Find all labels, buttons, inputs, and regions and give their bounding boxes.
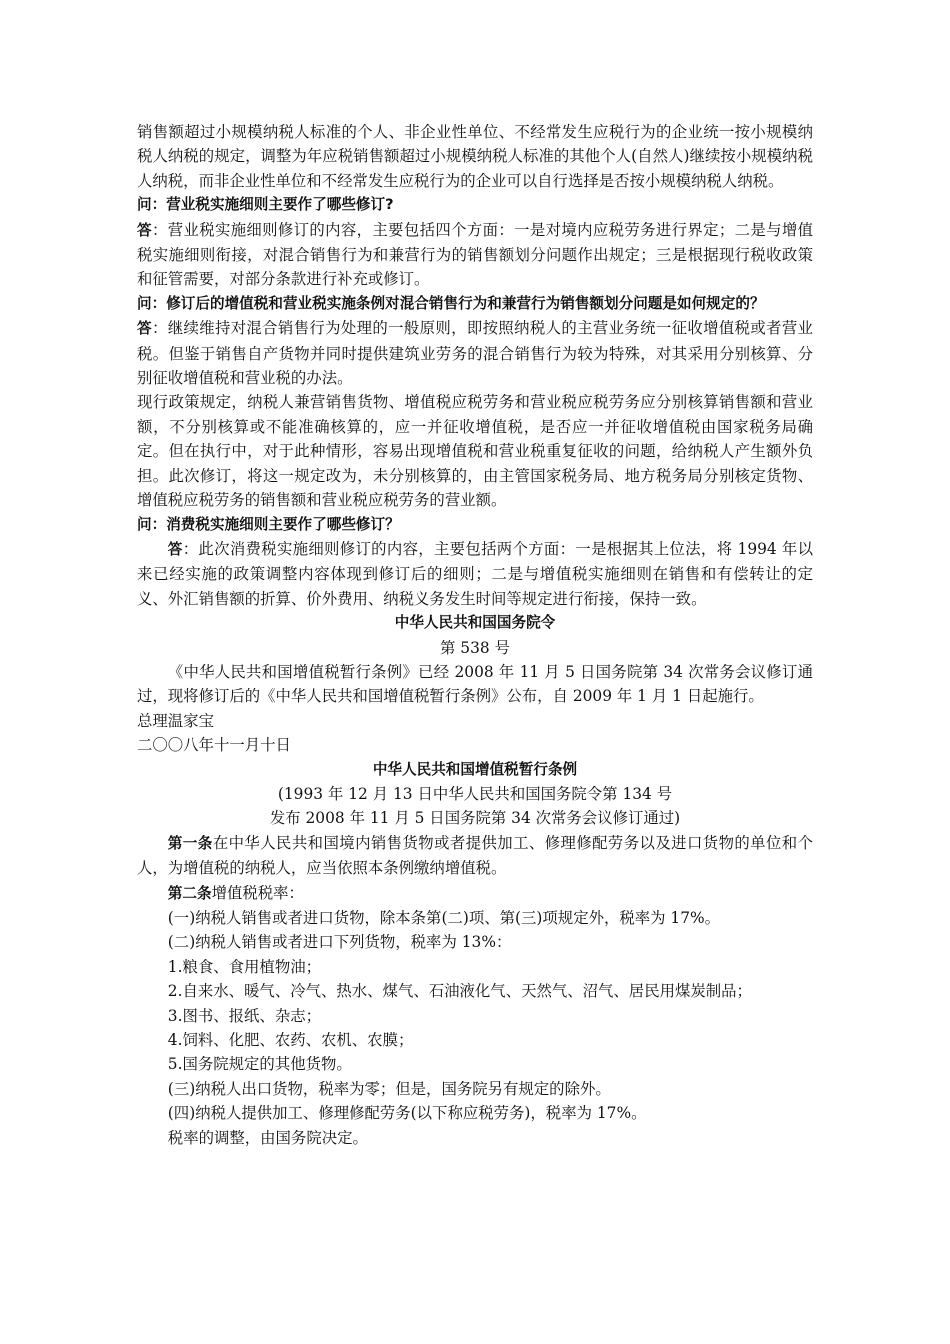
paragraph: 销售额超过小规模纳税人标准的个人、非企业性单位、不经常发生应税行为的企业统一按小规模纳税人纳税的规定，调整为年应税销售额超过小规模纳税人标准的其他个人(自然人)继续按小规模纳税人纳税，而非企业性单位和不经常发生应税行为的企业可以自行选择是否按小规模纳税人纳税。 [137, 123, 813, 190]
article-text: 在中华人民共和国境内销售货物或者提供加工、修理修配劳务以及进口货物的单位和个人，为增值税的纳税人，应当依照本条例缴纳增值税。 [137, 833, 813, 878]
answer-text: ：此次消费税实施细则修订的内容，主要包括两个方面：一是根据其上位法，将 1994 年以来已经实施的政策调整内容体现到修订后的细则；二是与增值税实施细则在销售和有偿转让的定义、外汇销售额的折算、价外费用、纳税义务发生时间等规定进行衔接，保持一致。 [137, 539, 813, 608]
answer-text: ：营业税实施细则修订的内容，主要包括四个方面：一是对境内应税劳务进行界定；二是与增值税实施细则衔接，对混合销售行为和兼营行为的销售额划分问题作出规定；三是根据现行税收政策和征管需要，对部分条款进行补充或修订。 [137, 220, 813, 289]
list-item: 3.图书、报纸、杂志； [167, 1006, 321, 1025]
question-heading: 问：消费税实施细则主要作了哪些修订？ [137, 515, 400, 533]
question-heading: 问：修订后的增值税和营业税实施条例对混合销售行为和兼营行为销售额划分问题是如何规定的？ [137, 294, 765, 312]
answer-text: ：继续维持对混合销售行为处理的一般原则，即按照纳税人的主营业务统一征收增值税或者营业税。但鉴于销售自产货物并同时提供建筑业劳务的混合销售行为较为特殊，对其采用分别核算、分别征收增值税和营业税的办法。 [137, 319, 813, 388]
regulation-subtitle: (1993 年 12 月 13 日中华人民共和国国务院令第 134 号 [277, 784, 673, 803]
article-1 [137, 831, 813, 881]
list-item: (一)纳税人销售或者进口货物，除本条第(二)项、第(三)项规定外，税率为 17%。 [167, 909, 721, 927]
decree-number: 第 538 号 [440, 638, 510, 657]
list-item: 4.饲料、化肥、农药、农机、农膜； [167, 1031, 414, 1050]
decree-body: 《中华人民共和国增值税暂行条例》已经 2008 年 11 月 5 日国务院第 34 次常务会议修订通过，现将修订后的《中华人民共和国增值税暂行条例》公布，自 2009 年 1 月 1 日起施行。 [137, 662, 813, 706]
answer-paragraph [137, 218, 813, 292]
decree-date: 二〇〇八年十一月十日 [137, 736, 291, 755]
article-label: 第二条 [167, 884, 212, 902]
list-item: (四)纳税人提供加工、修理修配劳务(以下称应税劳务)，税率为 17%。 [167, 1104, 647, 1123]
list-item: 1.粮食、食用植物油； [167, 957, 321, 976]
premier-signature: 总理温家宝 [137, 711, 214, 730]
list-item: (二)纳税人销售或者进口下列货物，税率为 13%： [167, 933, 512, 952]
list-item: 2.自来水、暖气、冷气、热水、煤气、石油液化气、天然气、沼气、居民用煤炭制品； [167, 982, 752, 1001]
answer-paragraph [137, 316, 813, 390]
article-2 [137, 881, 813, 906]
list-item: 5.国务院规定的其他货物。 [167, 1055, 352, 1074]
question-heading: 问：营业税实施细则主要作了哪些修订? [137, 196, 394, 214]
answer-label: 答 [167, 540, 183, 558]
answer-paragraph [137, 537, 813, 611]
article-text: 增值税税率： [211, 883, 304, 902]
list-item: (三)纳税人出口货物，税率为零；但是，国务院另有规定的除外。 [167, 1079, 611, 1098]
answer-label: 答 [137, 221, 152, 239]
paragraph: 现行政策规定，纳税人兼营销售货物、增值税应税劳务和营业税应税劳务应分别核算销售额和营业额，不分别核算或不能准确核算的，应一并征收增值税，是否应一并征收增值税由国家税务局确定。但在执行中，对于此种情形，容易出现增值税和营业税重复征收的问题，给纳税人产生额外负担。此次修订，将这一规定改为，未分别核算的，由主管国家税务局、地方税务局分别核定货物、增值税应税劳务的销售额和营业税应税劳务的营业额。 [137, 393, 813, 510]
answer-label: 答 [137, 320, 152, 338]
article-label: 第一条 [167, 834, 213, 852]
regulation-subtitle: 发布 2008 年 11 月 5 日国务院第 34 次常务会议修订通过) [269, 809, 681, 828]
list-item: 税率的调整，由国务院决定。 [167, 1128, 368, 1147]
decree-title: 中华人民共和国国务院令 [394, 614, 556, 632]
document-page [137, 120, 813, 1150]
regulation-title: 中华人民共和国增值税暂行条例 [372, 760, 578, 778]
